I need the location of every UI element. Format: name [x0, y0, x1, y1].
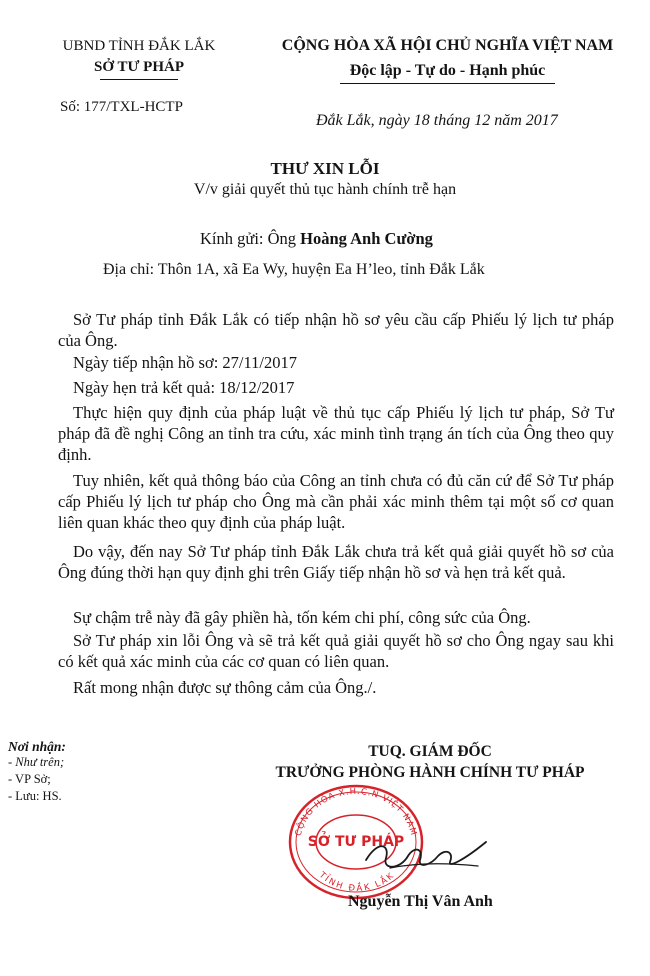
motto-underline — [340, 83, 555, 84]
issuing-department: SỞ TƯ PHÁP — [93, 59, 184, 75]
signature-position: TRƯỞNG PHÒNG HÀNH CHÍNH TƯ PHÁP — [275, 764, 585, 781]
recipient-line — [200, 228, 433, 249]
recipient-name: Hoàng Anh Cường — [300, 229, 433, 248]
recipient-item: - Như trên; — [8, 755, 65, 769]
recipients-title: Nơi nhận: — [8, 739, 66, 754]
handwritten-signature — [360, 820, 500, 890]
paragraph-7: Sự chậm trễ này đã gây phiền hà, tốn kém chi phí, công sức của Ông. — [73, 608, 531, 627]
recipient-item: - Lưu: HS. — [8, 789, 62, 803]
place-and-date: Đắk Lắk, ngày 18 tháng 12 năm 2017 — [316, 112, 558, 129]
paragraph-5: Tuy nhiên, kết quả thông báo của Công an tỉnh chưa có đủ căn cứ để Sở Tư pháp cấp Phiếu lý lịch tư pháp cho Ông mà cần phải xác minh thêm tại một số cơ quan liên quan khác theo quy định của pháp luật. — [58, 471, 614, 532]
paragraph-2: Ngày tiếp nhận hồ sơ: 27/11/2017 — [73, 353, 297, 372]
signature-authority: TUQ. GIÁM ĐỐC — [368, 743, 492, 760]
seal-ring-bottom: TỈNH ĐẮK LẮK — [316, 870, 398, 894]
national-motto: Độc lập - Tự do - Hạnh phúc — [349, 62, 546, 79]
recipient-address: Địa chỉ: Thôn 1A, xã Ea Wy, huyện Ea H’leo, tỉnh Đắk Lắk — [103, 261, 485, 278]
recipient-item: - VP Sở; — [8, 772, 51, 786]
seal-center-text: SỞ TƯ PHÁP — [307, 834, 405, 850]
paragraph-3: Ngày hẹn trả kết quả: 18/12/2017 — [73, 378, 295, 397]
seal-ring-top: CỘNG HÒA X.H.C.N VIỆT NAM — [293, 786, 419, 838]
paragraph-9: Rất mong nhận được sự thông cảm của Ông./. — [73, 678, 377, 697]
country-name: CỘNG HÒA XÃ HỘI CHỦ NGHĨA VIỆT NAM — [281, 37, 614, 54]
paragraph-1: Sở Tư pháp tỉnh Đắk Lắk có tiếp nhận hồ sơ yêu cầu cấp Phiếu lý lịch tư pháp của Ông. — [58, 310, 614, 350]
letter-subject: V/v giải quyết thủ tục hành chính trễ hạn — [193, 181, 457, 198]
department-underline — [100, 79, 178, 80]
paragraph-4: Thực hiện quy định của pháp luật về thủ tục cấp Phiếu lý lịch tư pháp, Sở Tư pháp đã đề nghị Công an tỉnh tra cứu, xác minh tình trạng án tích của Ông theo quy định. — [58, 403, 614, 464]
paragraph-6: Do vậy, đến nay Sở Tư pháp tỉnh Đắk Lắk chưa trả kết quả giải quyết hồ sơ của Ông đúng thời hạn quy định ghi trên Giấy tiếp nhận hồ sơ và hẹn trả kết quả. — [58, 542, 614, 582]
letter-title: THƯ XIN LỖI — [270, 159, 380, 178]
paragraph-8: Sở Tư pháp xin lỗi Ông và sẽ trả kết quả giải quyết hồ sơ cho Ông ngay sau khi có kết quả xác minh của các cơ quan có liên quan. — [58, 631, 614, 671]
recipient-label: Kính gửi: Ông — [200, 229, 301, 248]
issuing-authority: UBND TỈNH ĐẮK LẮK — [62, 38, 216, 54]
document-number: Số: 177/TXL-HCTP — [60, 99, 183, 115]
signer-name: Nguyễn Thị Vân Anh — [348, 893, 493, 910]
